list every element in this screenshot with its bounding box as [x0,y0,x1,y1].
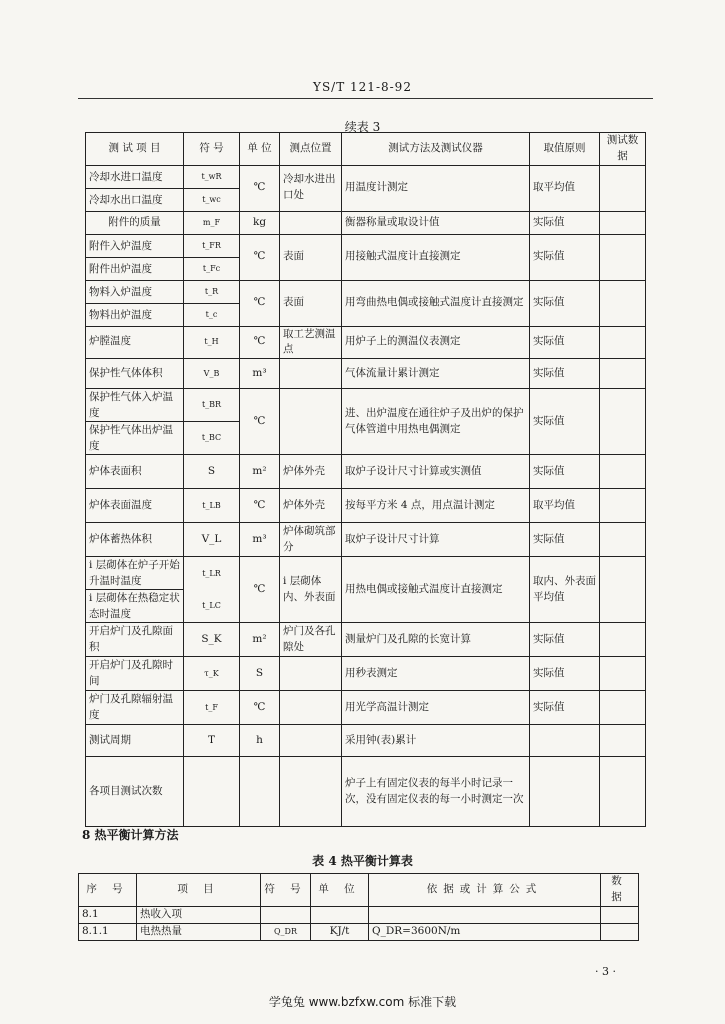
table-row [86,757,646,827]
row-method: 用弯曲热电偶或接触式温度计直接测定 [342,280,530,326]
row-symbol: T [184,725,240,757]
row-rule: 实际值 [530,657,600,691]
row-item: 开启炉门及孔隙面积 [86,623,184,657]
row-rule: 取平均值 [530,489,600,523]
table-row [86,389,646,455]
row-item: 保护性气体入炉温度 保护性气体出炉温度 [86,389,184,455]
row-point: i 层砌体内、外表面 [280,557,342,623]
row-symbol [184,757,240,827]
table-row [79,906,639,923]
row-point [280,657,342,691]
row-symbol: t_LB [184,489,240,523]
row-item: 开启炉门及孔隙时间 [86,657,184,691]
table-row [86,280,646,326]
row-data [600,489,646,523]
table3-col-symbol: 符 号 [184,133,240,166]
table-row [86,691,646,725]
row-data [600,725,646,757]
row-unit: m³ [240,523,280,557]
table4-col-item: 项 目 [137,874,261,907]
table4-col-unit: 单 位 [311,874,369,907]
row-item: 附件入炉温度 附件出炉温度 [86,234,184,280]
row-unit: ℃ [240,557,280,623]
row-unit: ℃ [240,234,280,280]
row-data [600,657,646,691]
row-method: 炉子上有固定仪表的每半小时记录一次，没有固定仪表的每一小时测定一次 [342,757,530,827]
row-point [280,211,342,234]
table4-header-row [79,874,639,907]
row-data [600,557,646,623]
row-unit [240,757,280,827]
table-row [86,455,646,489]
row-method: 采用钟(表)累计 [342,725,530,757]
table3-col-rule: 取值原则 [530,133,600,166]
row-data [600,326,646,359]
row-data [600,691,646,725]
row-point [280,757,342,827]
row-unit [311,906,369,923]
table4 [78,873,639,941]
standard-code-header: YS/T 121-8-92 [313,80,412,94]
row-unit: h [240,725,280,757]
table4-col-no: 序 号 [79,874,137,907]
row-method: 测量炉门及孔隙的长宽计算 [342,623,530,657]
row-rule: 实际值 [530,211,600,234]
table3-col-item: 测 试 项 目 [86,133,184,166]
row-item: 炉体表面积 [86,455,184,489]
page-number: · 3 · [595,965,616,978]
table-row [79,923,639,940]
table-row [86,165,646,211]
row-item: 炉体蓄热体积 [86,523,184,557]
row-symbol: V_B [184,359,240,389]
row-rule: 实际值 [530,234,600,280]
row-point [280,359,342,389]
row-rule [530,757,600,827]
row-method: 气体流量计累计测定 [342,359,530,389]
row-unit: ℃ [240,489,280,523]
row-unit: S [240,657,280,691]
row-data [600,211,646,234]
row-unit: ℃ [240,389,280,455]
row-data [601,906,639,923]
row-unit: kg [240,211,280,234]
row-point: 表面 [280,280,342,326]
row-point: 炉门及各孔隙处 [280,623,342,657]
row-method: 用接触式温度计直接测定 [342,234,530,280]
row-data [600,523,646,557]
row-symbol: t_wR t_wc [184,165,240,211]
row-point: 冷却水进出口处 [280,165,342,211]
row-rule: 实际值 [530,389,600,455]
row-formula: Q_DR=3600N/m [369,923,601,940]
row-rule: 实际值 [530,326,600,359]
row-point: 表面 [280,234,342,280]
row-symbol: t_H [184,326,240,359]
table3-col-method: 测试方法及测试仪器 [342,133,530,166]
row-unit: m³ [240,359,280,389]
row-item: 电热热量 [137,923,261,940]
row-point [280,389,342,455]
row-symbol: V_L [184,523,240,557]
row-symbol: t_BR t_BC [184,389,240,455]
row-unit: ℃ [240,280,280,326]
row-item: i 层砌体在炉子开始升温时温度 i 层砌体在热稳定状态时温度 [86,557,184,623]
row-method: 用热电偶或接触式温度计直接测定 [342,557,530,623]
table-row [86,657,646,691]
row-method: 取炉子设计尺寸计算 [342,523,530,557]
table-row [86,623,646,657]
row-item: 物料入炉温度 物料出炉温度 [86,280,184,326]
table-row [86,326,646,359]
row-data [600,623,646,657]
row-unit: m² [240,455,280,489]
row-symbol: t_FR t_Fc [184,234,240,280]
row-no: 8.1.1 [79,923,137,940]
row-symbol: S [184,455,240,489]
row-rule: 取内、外表面平均值 [530,557,600,623]
table-row [86,489,646,523]
table3-header-row [86,133,646,166]
row-point: 炉体外壳 [280,489,342,523]
row-data [600,165,646,211]
row-rule: 实际值 [530,691,600,725]
row-data [600,234,646,280]
row-method: 用炉子上的测温仪表测定 [342,326,530,359]
row-symbol: Q_DR [261,923,311,940]
row-rule: 实际值 [530,280,600,326]
row-data [600,280,646,326]
row-data [600,389,646,455]
row-item: 附件的质量 [86,211,184,234]
header-rule [78,98,653,99]
row-unit: KJ/t [311,923,369,940]
row-method: 衡器称量或取设计值 [342,211,530,234]
row-symbol: t_R t_c [184,280,240,326]
row-data [601,923,639,940]
row-symbol: t_F [184,691,240,725]
row-symbol: m_F [184,211,240,234]
row-symbol: S_K [184,623,240,657]
row-method: 用温度计测定 [342,165,530,211]
row-item: 热收入项 [137,906,261,923]
table3 [85,132,646,827]
row-data [600,359,646,389]
row-unit: ℃ [240,691,280,725]
row-unit: ℃ [240,326,280,359]
row-data [600,455,646,489]
row-item: 炉门及孔隙辐射温度 [86,691,184,725]
row-rule: 取平均值 [530,165,600,211]
table3-col-unit: 单 位 [240,133,280,166]
table-row [86,557,646,623]
row-item: 各项目测试次数 [86,757,184,827]
table-row [86,725,646,757]
table3-col-data: 测试数据 [600,133,646,166]
row-item: 炉膛温度 [86,326,184,359]
row-point: 炉体砌筑部分 [280,523,342,557]
row-symbol [261,906,311,923]
row-no: 8.1 [79,906,137,923]
watermark-footer: 学兔兔 www.bzfxw.com 标准下载 [268,995,457,1009]
table4-col-symbol: 符 号 [261,874,311,907]
table3-caption: 续表 3 [344,120,381,134]
row-method: 取炉子设计尺寸计算或实测值 [342,455,530,489]
row-rule [530,725,600,757]
row-point [280,691,342,725]
row-point: 取工艺测温点 [280,326,342,359]
row-unit: m² [240,623,280,657]
table4-col-formula: 依据或计算公式 [369,874,601,907]
row-rule: 实际值 [530,359,600,389]
table-row [86,359,646,389]
row-item: 冷却水进口温度 冷却水出口温度 [86,165,184,211]
row-formula [369,906,601,923]
row-rule: 实际值 [530,623,600,657]
row-symbol: t_LR t_LC [184,557,240,623]
row-method: 按每平方米 4 点，用点温计测定 [342,489,530,523]
row-method: 用光学高温计测定 [342,691,530,725]
row-rule: 实际值 [530,523,600,557]
row-data [600,757,646,827]
row-method: 进、出炉温度在通往炉子及出炉的保护气体管道中用热电偶测定 [342,389,530,455]
table4-caption: 表 4 热平衡计算表 [312,854,413,868]
table3-col-point: 测点位置 [280,133,342,166]
row-item: 保护性气体体积 [86,359,184,389]
row-item: 测试周期 [86,725,184,757]
section8-heading: 8 热平衡计算方法 [82,828,179,842]
row-point: 炉体外壳 [280,455,342,489]
table-row [86,234,646,280]
row-method: 用秒表测定 [342,657,530,691]
row-point [280,725,342,757]
row-rule: 实际值 [530,455,600,489]
row-unit: ℃ [240,165,280,211]
row-symbol: τ_K [184,657,240,691]
table-row [86,523,646,557]
table-row [86,211,646,234]
row-item: 炉体表面温度 [86,489,184,523]
table4-col-data: 数 据 [601,874,639,907]
